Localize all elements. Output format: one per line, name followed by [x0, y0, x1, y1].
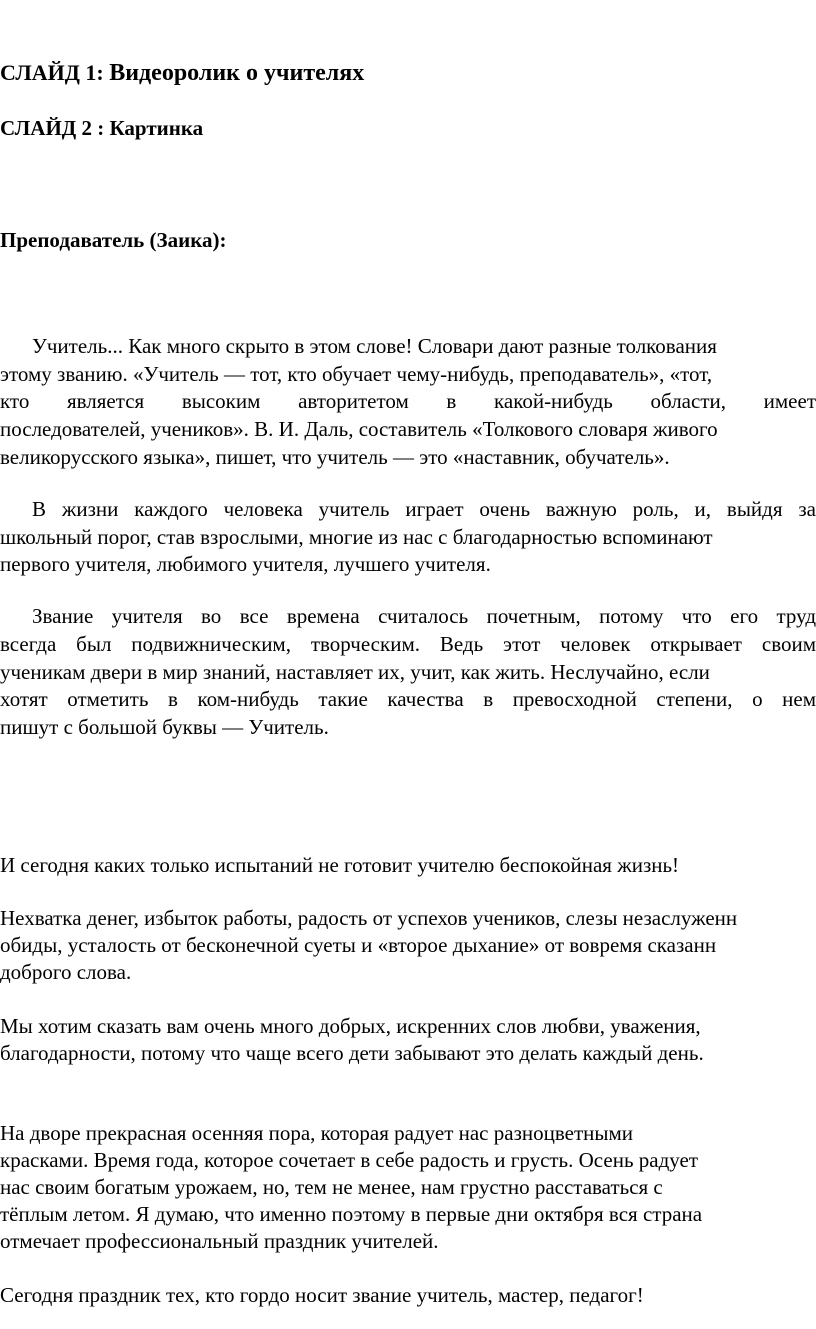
paragraph-6-line: благодарности, потому что чаще всего дети забывают это делать каждый день.	[0, 1041, 704, 1065]
paragraph-5-line: Нехватка денег, избыток работы, радость от успехов учеников, слезы незаслуженн	[0, 906, 738, 930]
paragraph-7-line: нас своим богатым урожаем, но, тем не менее, нам грустно расставаться с	[0, 1175, 663, 1199]
paragraph-5-line: обиды, усталость от бесконечной суеты и «второе дыхание» от вовремя сказанн	[0, 933, 717, 957]
paragraph-1-line: последователей, учеников». В. И. Даль, составитель «Толкового словаря живого	[0, 417, 718, 441]
paragraph-3-line: пишут с большой буквы — Учитель.	[0, 715, 329, 739]
slide2-heading: СЛАЙД 2 : Картинка	[0, 116, 204, 140]
paragraph-7-line: отмечает профессиональный праздник учителей.	[0, 1229, 439, 1253]
paragraph-3-line: хотят отметить в ком-нибудь такие качества в превосходной степени, о нем	[0, 687, 816, 711]
paragraph-7-line: тёплым летом. Я думаю, что именно поэтому в первые дни октября вся страна	[0, 1202, 703, 1226]
slide1-heading	[0, 60, 364, 86]
paragraph-6-line: Мы хотим сказать вам очень много добрых, искренних слов любви, уважения,	[0, 1014, 701, 1038]
paragraph-1-line: великорусского языка», пишет, что учитель — это «наставник, обучатель».	[0, 445, 670, 469]
paragraph-5-line: доброго слова.	[0, 960, 132, 984]
paragraph-7-line: красками. Время года, которое сочетает в себе радость и грусть. Осень радует	[0, 1148, 698, 1172]
slide1-prefix: СЛАЙД 1:	[0, 60, 104, 85]
paragraph-1-line: кто является высоким авторитетом в какой-нибудь области, имеет	[0, 389, 816, 413]
paragraph-2-line: первого учителя, любимого учителя, лучшего учителя.	[0, 552, 491, 576]
paragraph-7-line: На дворе прекрасная осенняя пора, которая радует нас разноцветными	[0, 1121, 634, 1145]
paragraph-3-line: Звание учителя во все времена считалось почетным, потому что его труд	[32, 604, 816, 628]
paragraph-1-line: этому званию. «Учитель — тот, кто обучает чему-нибудь, преподаватель», «тот,	[0, 362, 713, 386]
paragraph-1-line: Учитель... Как много скрыто в этом слове! Словари дают разные толкования	[32, 334, 717, 358]
paragraph-2-line: В жизни каждого человека учитель играет очень важную роль, и, выйдя за	[32, 497, 816, 521]
paragraph-2-line: школьный порог, став взрослыми, многие из нас с благодарностью вспоминают	[0, 525, 713, 549]
paragraph-4-line: И сегодня каких только испытаний не готовит учителю беспокойная жизнь!	[0, 853, 680, 877]
speaker-heading: Преподаватель (Заика):	[0, 228, 227, 252]
slide1-title: Видеоролик о учителях	[109, 60, 365, 86]
paragraph-3-line: ученикам двери в мир знаний, наставляет их, учит, как жить. Неслучайно, если	[0, 660, 710, 684]
paragraph-3-line: всегда был подвижническим, творческим. Ведь этот человек открывает своим	[0, 632, 816, 656]
paragraph-8-line: Сегодня праздник тех, кто гордо носит звание учитель, мастер, педагог!	[0, 1283, 644, 1307]
